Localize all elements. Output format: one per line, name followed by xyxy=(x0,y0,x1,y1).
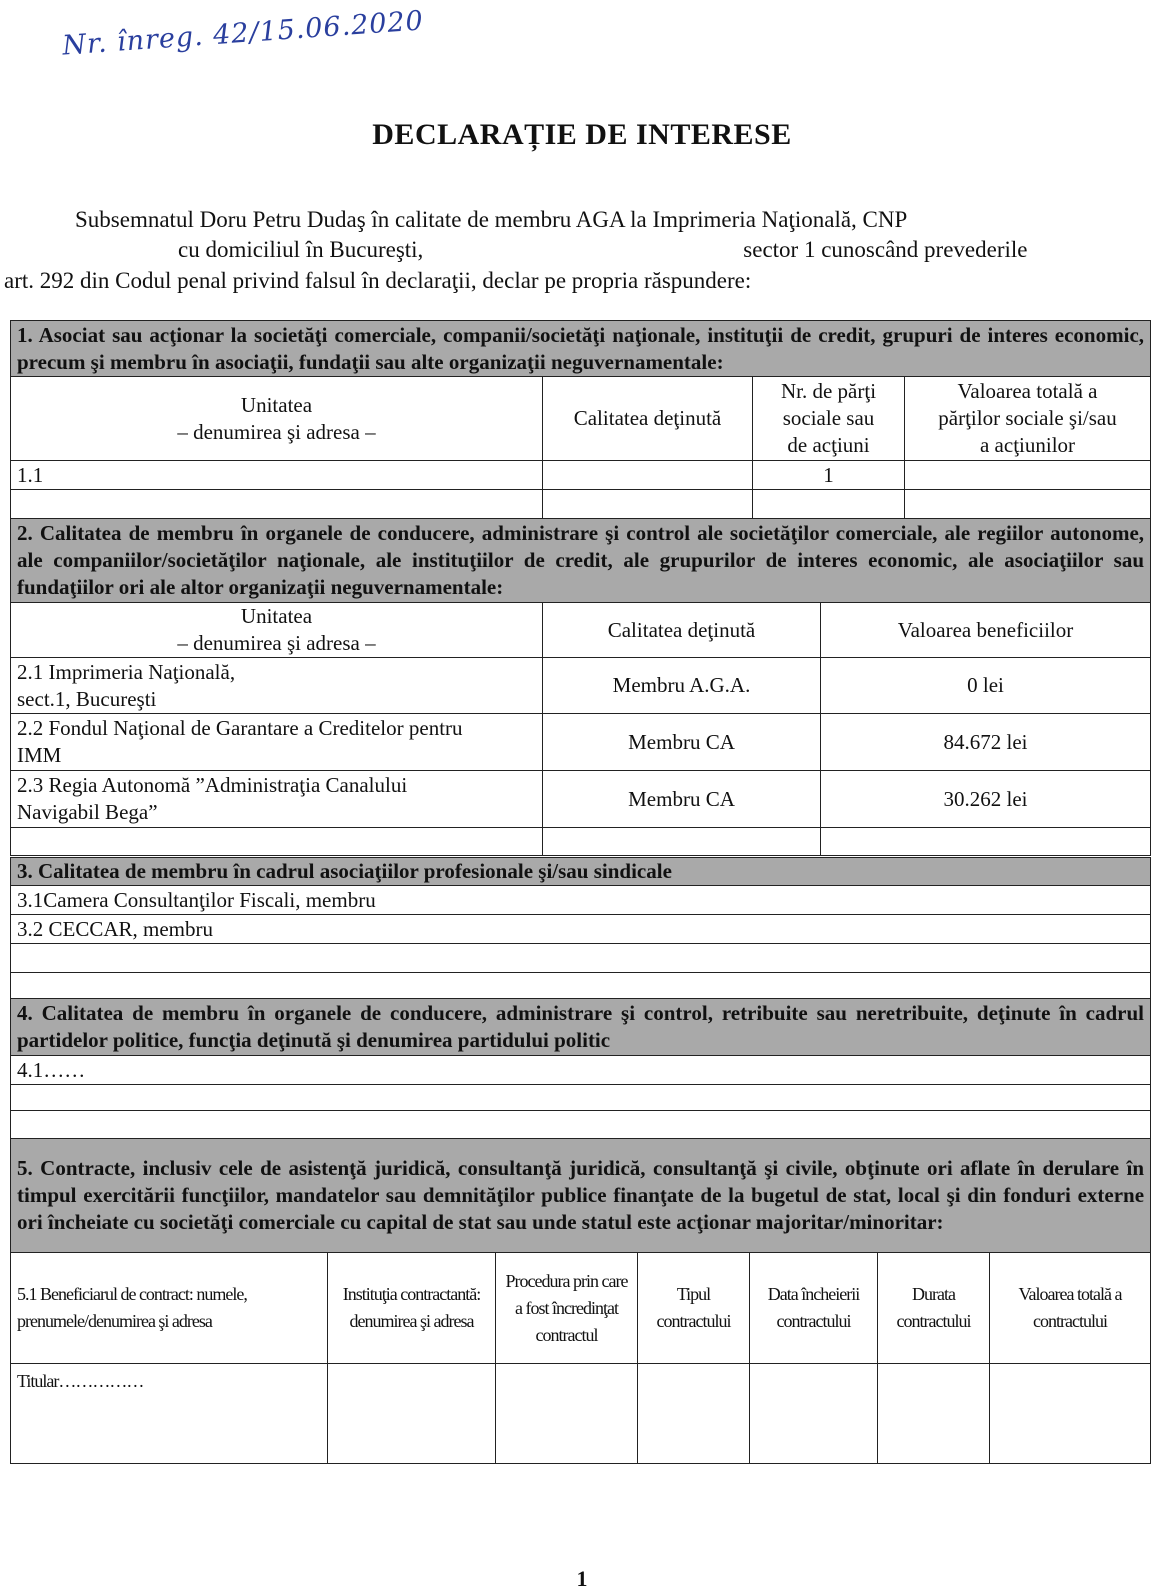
col-unit-header xyxy=(11,377,543,461)
registration-stamp: Nr. înreg. 42/15.06.2020 xyxy=(61,5,425,62)
cell-unit-line-2: sect.1, Bucureşti xyxy=(17,686,157,711)
col-type-header: Tipul contractului xyxy=(638,1253,750,1364)
col-benefits-header: Valoarea beneficiilor xyxy=(821,603,1151,658)
section-5-heading: 5. Contracte, inclusiv cele de asistenţă juridică, consultanţă juridică, consultanţă şi civile, obţinute ori aflate în derulare în timpul exercitării funcţiilor, mandatelor sau demnităţilor publice finanţate de la bugetul de stat, local şi din fonduri externe ori încheiate cu societăţi comerciale cu capital de stat sau unde statul este acţionar majoritar/minoritar: xyxy=(11,1139,1151,1253)
intro-line-2a: cu domiciliul în Bucureşti, xyxy=(178,237,424,262)
cell-unit-line-2: Navigabil Bega” xyxy=(17,800,158,824)
intro-line-3: art. 292 din Codul penal privind falsul în declaraţii, declar pe propria răspundere: xyxy=(4,268,752,293)
col-quality-header: Calitatea deţinută xyxy=(543,377,753,461)
intro-line-1: Subsemnatul Doru Petru Dudaş în calitate de membru AGA la Imprimeria Naţională, CNP xyxy=(75,207,908,232)
table-row xyxy=(11,658,1151,714)
col-duration-header: Durata contractului xyxy=(878,1253,990,1364)
section-4-heading: 4. Calitatea de membru în organele de conducere, administrare şi control, retribuite sau neretribuite, deţinute în cadrul partidelor politice, funcţia deţinută şi denumirea partidului politic xyxy=(11,999,1151,1056)
cell-benefits: 84.672 lei xyxy=(821,714,1151,771)
intro-line-2 xyxy=(178,237,1027,263)
col-beneficiary-header: 5.1 Beneficiarul de contract: numele, prenumele/denumirea şi adresa xyxy=(11,1253,328,1364)
col-value-line-2: părţilor sociale şi/sau xyxy=(938,406,1117,430)
section-3-table xyxy=(10,857,1151,1001)
cell-unit-line-1: 2.3 Regia Autonomă ”Administraţia Canalului xyxy=(17,773,408,797)
list-item xyxy=(11,915,1151,944)
col-unit-line-1: Unitatea xyxy=(240,392,313,417)
section-2-table xyxy=(10,518,1151,856)
cell-quality: Membru CA xyxy=(543,771,821,828)
col-institution-header: Instituţia contractantă: denumirea şi adresa xyxy=(328,1253,496,1364)
col-shares-line-1: Nr. de părţi xyxy=(780,379,877,403)
cell-quality: Membru A.G.A. xyxy=(543,658,821,714)
table-row-empty xyxy=(11,828,1151,856)
col-unit-line-1: Unitatea xyxy=(240,604,313,628)
col-shares-header xyxy=(753,377,905,461)
section-1-heading: 1. Asociat sau acţionar la societăţi comerciale, companii/societăţi naţionale, instituţii de credit, grupuri de interes economic, precum şi membru în asociaţii, fundaţii sau alte organizaţii neguvernamentale: xyxy=(11,321,1151,377)
col-value-header xyxy=(905,377,1151,461)
cell-unit xyxy=(11,714,543,771)
cell-unit-line-1: 2.2 Fondul Naţional de Garantare a Creditelor pentru xyxy=(17,716,463,740)
cell-unit-line-2: IMM xyxy=(17,743,62,767)
list-item xyxy=(11,886,1151,915)
list-item-empty xyxy=(11,1111,1151,1139)
section-5-table xyxy=(10,1138,1151,1464)
table-row xyxy=(11,771,1151,828)
section-2-heading: 2. Calitatea de membru în organele de conducere, administrare şi control ale societăţilor comerciale, ale regiilor autonome, ale companiilor/societăţilor naţionale, ale instituţiilor de credit, ale grupurilor de interes economic, ale asociaţiilor sau fundaţiilor ori ale altor organizaţii neguvernamentale: xyxy=(11,519,1151,603)
list-item-text: 4.1…… xyxy=(11,1056,1151,1085)
section-4-table xyxy=(10,998,1151,1139)
list-item-empty xyxy=(11,973,1151,1001)
cell-value xyxy=(905,461,1151,490)
cell-quality: Membru CA xyxy=(543,714,821,771)
list-item xyxy=(11,1056,1151,1085)
cell-unit xyxy=(11,771,543,828)
table-row-empty xyxy=(11,490,1151,519)
col-procedure-header: Procedura prin care a fost încredinţat contractul xyxy=(496,1253,638,1364)
cell-unit-line-1: 2.1 Imprimeria Naţională, xyxy=(17,659,236,684)
col-date-header: Data încheierii contractului xyxy=(750,1253,878,1364)
section-1-table xyxy=(10,320,1151,519)
cell-benefits: 0 lei xyxy=(821,658,1151,714)
col-total-value-header: Valoarea totală a contractului xyxy=(990,1253,1151,1364)
document-title: DECLARAȚIE DE INTERESE xyxy=(372,118,792,151)
col-unit-line-2: – denumirea şi adresa – xyxy=(177,631,376,655)
list-item-text: 3.1Camera Consultanţilor Fiscali, membru xyxy=(11,886,1151,915)
cell-shares: 1 xyxy=(753,461,905,490)
col-unit-line-2: – denumirea şi adresa – xyxy=(177,419,376,444)
list-item-empty xyxy=(11,1085,1151,1111)
cell-titular: Titular…………… xyxy=(11,1364,328,1464)
table-row xyxy=(11,714,1151,771)
col-shares-line-2: sociale sau xyxy=(782,406,875,430)
table-row xyxy=(11,1364,1151,1464)
cell-benefits: 30.262 lei xyxy=(821,771,1151,828)
cell-unit xyxy=(11,658,543,714)
col-value-line-1: Valoarea totală a xyxy=(957,379,1098,403)
list-item-empty xyxy=(11,944,1151,973)
cell-quality xyxy=(543,461,753,490)
col-value-line-3: a acţiunilor xyxy=(979,433,1076,457)
cell-unit: 1.1 xyxy=(11,461,543,490)
intro-line-2b: sector 1 cunoscând prevederile xyxy=(743,237,1028,262)
section-3-heading: 3. Calitatea de membru în cadrul asociaţiilor profesionale şi/sau sindicale xyxy=(11,858,1151,886)
page-number: 1 xyxy=(576,1566,588,1591)
col-unit-header xyxy=(11,603,543,658)
table-row xyxy=(11,461,1151,490)
col-shares-line-3: de acţiuni xyxy=(787,433,870,457)
col-quality-header: Calitatea deţinută xyxy=(543,603,821,658)
list-item-text: 3.2 CECCAR, membru xyxy=(11,915,1151,944)
